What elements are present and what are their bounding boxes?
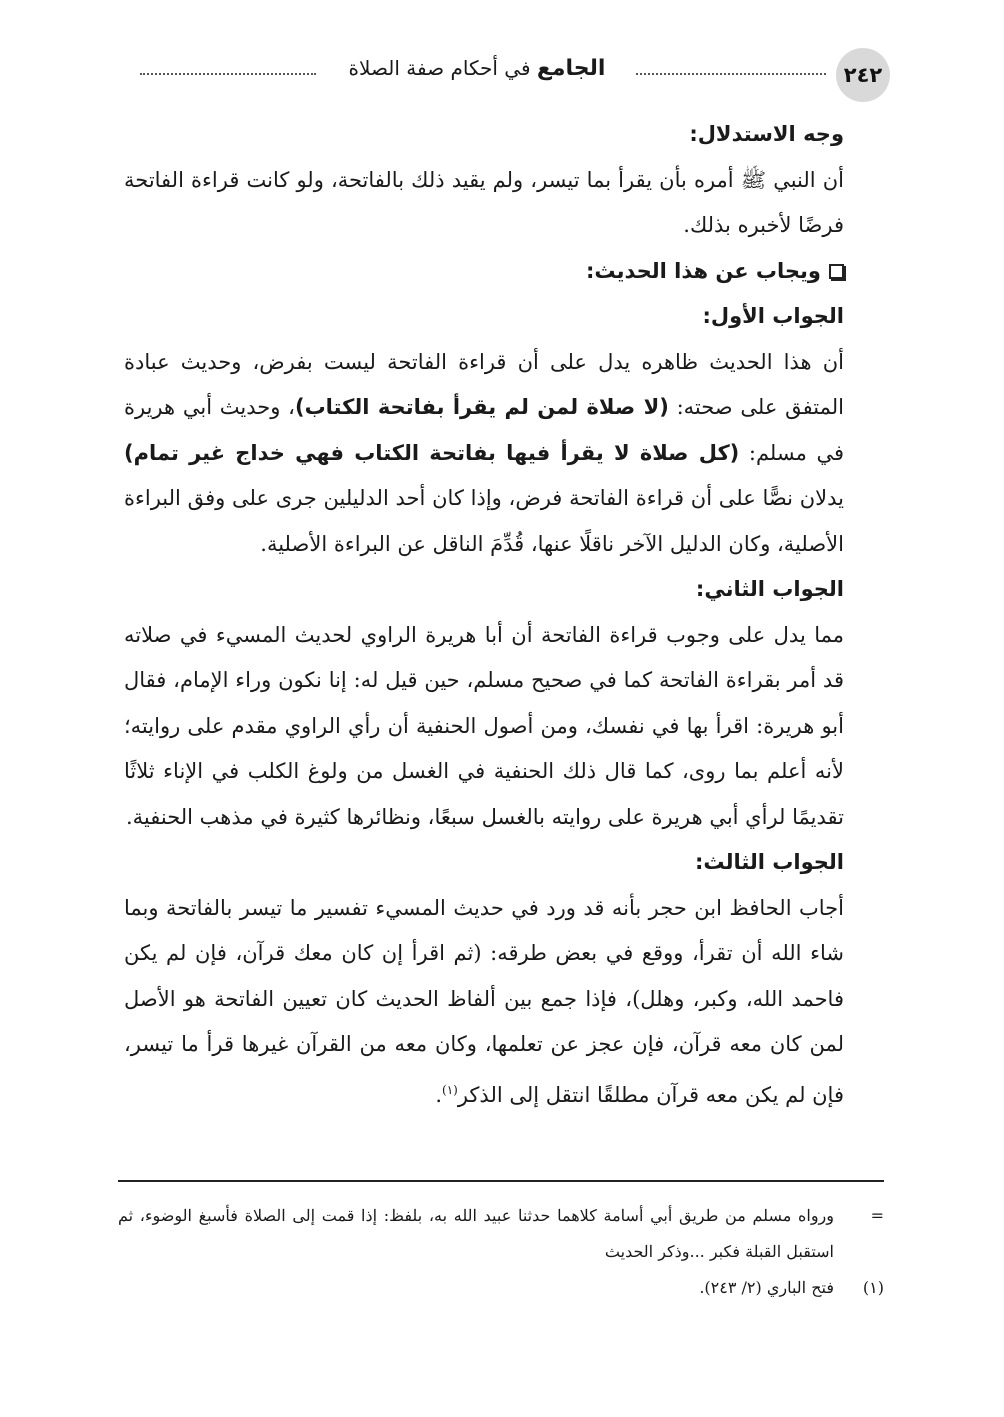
running-title-rest: في أحكام صفة الصلاة (348, 56, 537, 80)
answer-heading-third: الجواب الثالث: (694, 850, 844, 874)
footnote-marker: = (870, 1206, 884, 1225)
footnote-1 (118, 1270, 884, 1306)
running-header (140, 44, 890, 100)
footnote-text: ورواه مسلم من طريق أبي أسامة كلاهما حدثنا عبيد الله به، بلفظ: إذا قمت إلى الصلاة فأسبغ الوضوء، ثم استقبل القبلة فكبر ...وذكر الحديث (118, 1206, 834, 1261)
square-bullet-icon (829, 264, 844, 279)
paragraph-text: ، وحديث أبي هريرة في مسلم: (124, 395, 844, 465)
answer-heading-first: الجواب الأول: (702, 304, 844, 328)
footnote-separator (118, 1180, 884, 1182)
running-title (326, 56, 628, 81)
footnote-continuation (118, 1198, 884, 1270)
paragraph-text: أن هذا الحديث ظاهره يدل على أن قراءة الفاتحة ليست بفرض، وحديث عبادة المتفق على صحته: (124, 349, 844, 419)
page-number: ٢٤٢ (836, 48, 890, 102)
main-text (124, 112, 844, 1118)
running-title-bold: الجامع (536, 56, 606, 81)
paragraph-text: أجاب الحافظ ابن حجر بأنه قد ورد في حديث المسيء تفسير ما تيسر بالفاتحة وبما شاء الله أن تقرأ، ووقع في بعض طرقه: (ثم اقرأ إن كان معك قرآن، فإن لم يكن فاحمد الله، وكبر، وهلل)، فإذا جمع بين ألفاظ الحديث كان تعيين الفاتحة هو الأصل لمن كان معه قرآن، فإن عجز عن تعلمها، وكان معه من القرآن غيرها قرأ ما تيسر، فإن لم يكن معه قرآن مطلقًا انتقل إلى الذكر (124, 895, 844, 1107)
paragraph (124, 886, 844, 1119)
paragraph: أن النبي ﷺ أمره بأن يقرأ بما تيسر، ولم يقيد ذلك بالفاتحة، ولو كانت قراءة الفاتحة فرضًا لأخبره بذلك. (124, 167, 844, 237)
bullet-heading-text: ويجاب عن هذا الحديث: (586, 258, 821, 283)
paragraph-end: . (435, 1082, 443, 1107)
paragraph-text: يدلان نصًّا على أن قراءة الفاتحة فرض، وإذا كان أحد الدليلين جرى على وفق البراءة الأصلية، وكان الدليل الآخر ناقلًا عنها، قُدِّمَ الناقل عن البراءة الأصلية. (124, 486, 844, 556)
header-dotted-rule-right (636, 73, 826, 75)
footnote-reference: (١) (442, 1082, 458, 1097)
footnote-text: فتح الباري (٢/ ٢٤٣). (699, 1278, 834, 1297)
paragraph (124, 340, 844, 568)
header-dotted-rule-left (140, 73, 316, 75)
paragraph: مما يدل على وجوب قراءة الفاتحة أن أبا هريرة الراوي لحديث المسيء في صلاته قد أمر بقراءة الفاتحة كما في صحيح مسلم، حين قيل له: إنا نكون وراء الإمام، فقال أبو هريرة: اقرأ بها في نفسك، ومن أصول الحنفية أن رأي الراوي مقدم على روايته؛ لأنه أعلم بما روى، كما قال ذلك الحنفية في الغسل من ولوغ الكلب في الإناء ثلاثًا تقديمًا لرأي أبي هريرة على روايته بالغسل سبعًا، ونظائرها كثيرة في مذهب الحنفية. (124, 622, 844, 829)
footnotes (118, 1198, 884, 1306)
bullet-heading (124, 249, 844, 295)
footnote-marker: (١) (862, 1278, 884, 1297)
section-heading: وجه الاستدلال: (689, 122, 844, 146)
hadith-quote: (لا صلاة لمن لم يقرأ بفاتحة الكتاب) (294, 395, 669, 419)
answer-heading-second: الجواب الثاني: (695, 577, 844, 601)
hadith-quote: (كل صلاة لا يقرأ فيها بفاتحة الكتاب فهي خداج غير تمام) (124, 440, 740, 465)
